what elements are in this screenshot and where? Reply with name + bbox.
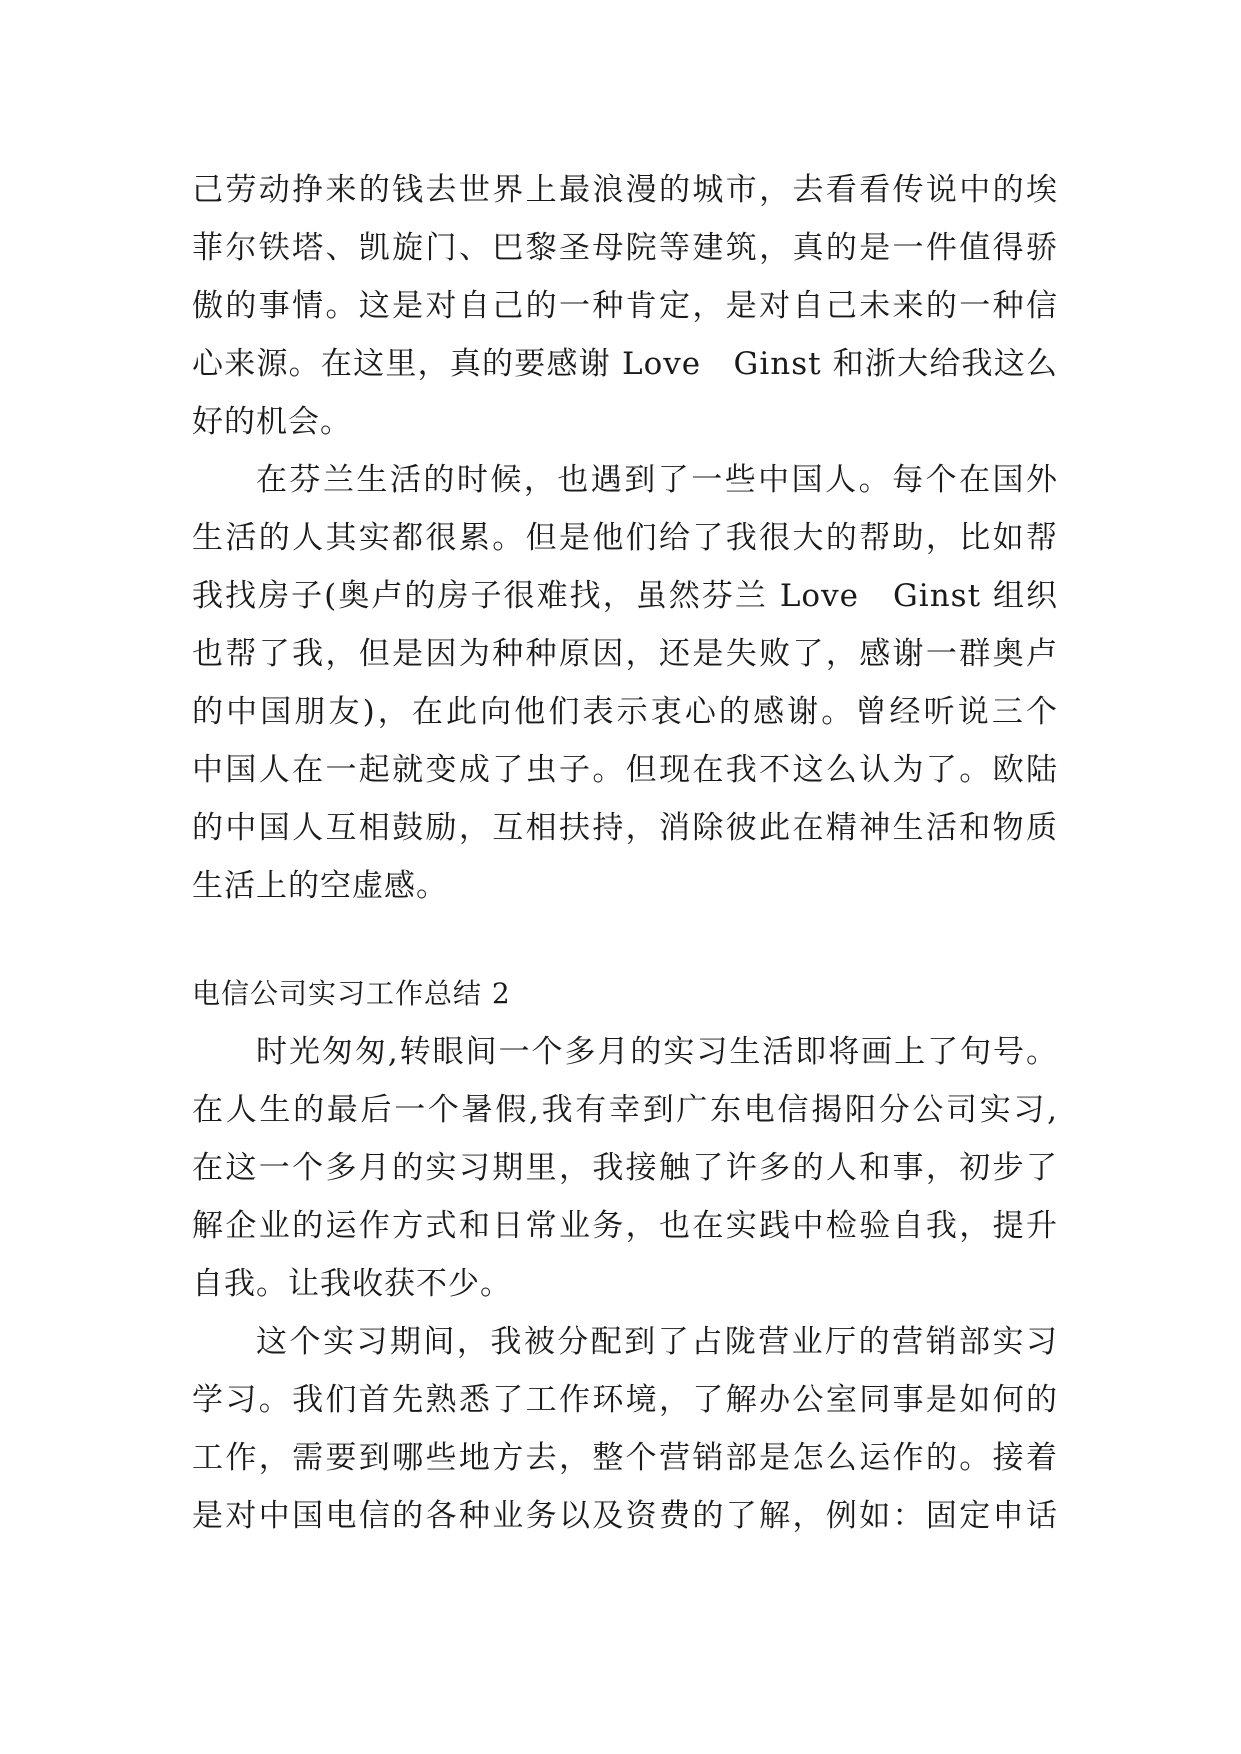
text-line: 我找房子(奥卢的房子很难找，虽然芬兰 Love Ginst 组织 xyxy=(192,578,1058,614)
text-line: 好的机会。 xyxy=(192,404,352,440)
text-line: 在这一个多月的实习期里，我接触了许多的人和事，初步了 xyxy=(192,1150,1058,1186)
text-line: 傲的事情。这是对自己的一种肯定，是对自己未来的一种信 xyxy=(192,288,1058,324)
text-line: 的中国朋友)，在此向他们表示衷心的感谢。曾经听说三个 xyxy=(192,694,1058,730)
text-line: 在芬兰生活的时候，也遇到了一些中国人。每个在国外 xyxy=(256,462,1058,498)
text-line: 心来源。在这里，真的要感谢 Love Ginst 和浙大给我这么 xyxy=(192,346,1058,382)
text-line: 自我。让我收获不少。 xyxy=(192,1266,512,1302)
text-line: 学习。我们首先熟悉了工作环境，了解办公室同事是如何的 xyxy=(192,1382,1058,1418)
text-line: 生活上的空虚感。 xyxy=(192,868,448,904)
text-line: 解企业的运作方式和日常业务，也在实践中检验自我，提升 xyxy=(192,1208,1058,1244)
text-line: 工作，需要到哪些地方去，整个营销部是怎么运作的。接着 xyxy=(192,1440,1058,1476)
text-line: 是对中国电信的各种业务以及资费的了解，例如：固定申话 xyxy=(192,1498,1058,1534)
text-line: 菲尔铁塔、凯旋门、巴黎圣母院等建筑，真的是一件值得骄 xyxy=(192,230,1058,266)
text-line: 生活的人其实都很累。但是他们给了我很大的帮助，比如帮 xyxy=(192,520,1058,556)
text-line: 中国人在一起就变成了虫子。但现在我不这么认为了。欧陆 xyxy=(192,752,1058,788)
text-line: 这个实习期间，我被分配到了占陇营业厅的营销部实习 xyxy=(256,1324,1058,1360)
text-line: 己劳动挣来的钱去世界上最浪漫的城市，去看看传说中的埃 xyxy=(192,172,1058,208)
text-line: 也帮了我，但是因为种种原因，还是失败了，感谢一群奥卢 xyxy=(192,636,1058,672)
text-line: 的中国人互相鼓励，互相扶持，消除彼此在精神生活和物质 xyxy=(192,810,1058,846)
text-line: 时光匆匆,转眼间一个多月的实习生活即将画上了句号。 xyxy=(256,1034,1058,1070)
text-line: 在人生的最后一个暑假,我有幸到广东电信揭阳分公司实习, xyxy=(192,1092,1058,1128)
section-title: 电信公司实习工作总结 2 xyxy=(192,977,511,1010)
